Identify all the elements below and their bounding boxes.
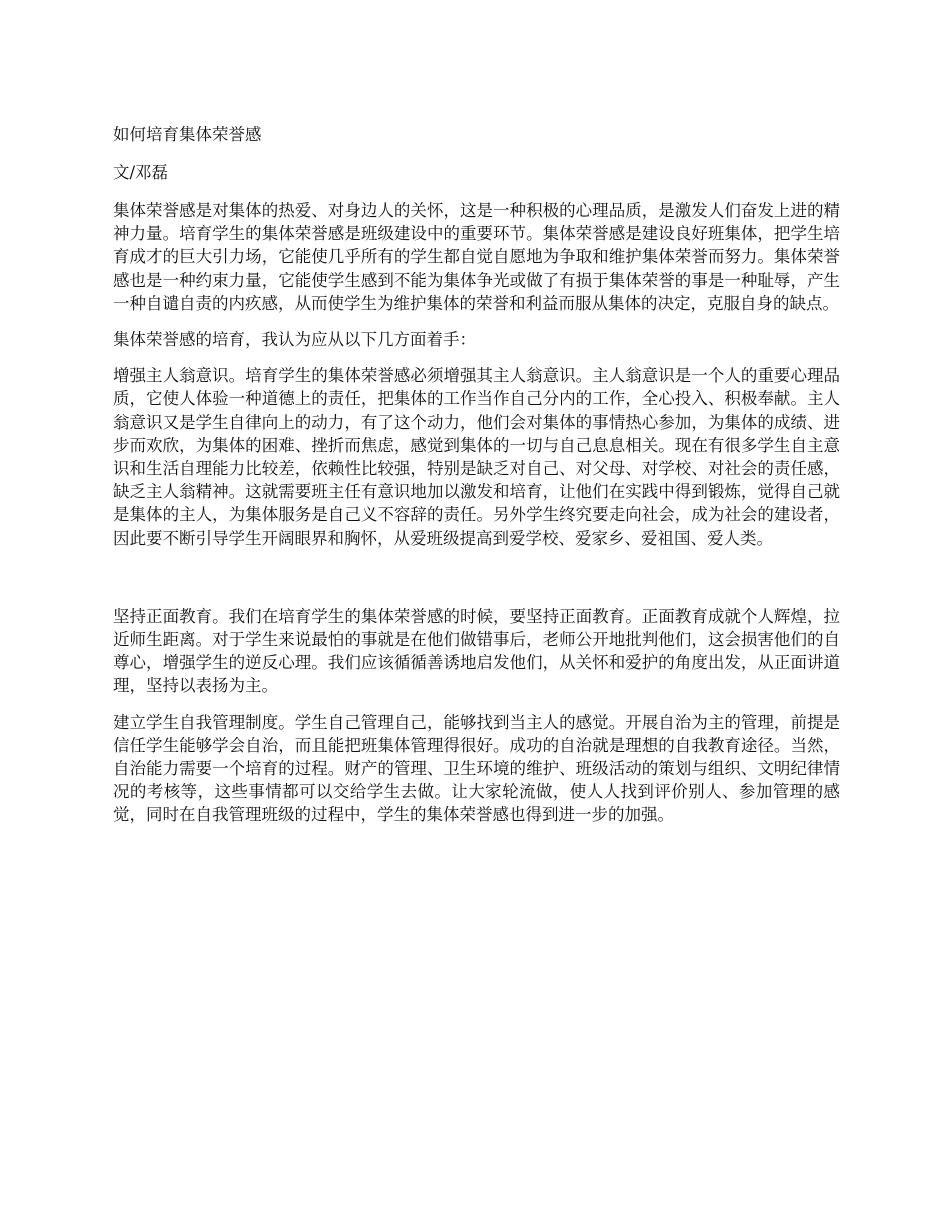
document-author: 文/邓磊 <box>113 163 169 182</box>
document-title: 如何培育集体荣誉感 <box>113 125 262 144</box>
paragraph-positive-education: 坚持正面教育。我们在培育学生的集体荣誉感的时候，要坚持正面教育。正面教育成就个人辉煌，拉近师生距离。对于学生来说最怕的事就是在他们做错事后，老师公开地批判他们，这会损害他们的自尊心，增强学生的逆反心理。我们应该循循善诱地启发他们，从关怀和爱护的角度出发，从正面讲道理，坚持以表扬为主。 <box>113 606 840 696</box>
paragraph-gap <box>113 563 840 605</box>
paragraph-self-management: 建立学生自我管理制度。学生自己管理自己，能够找到当主人的感觉。开展自治为主的管理，前提是信任学生能够学会自治，而且能把班集体管理得很好。成功的自治就是理想的自我教育途径。当然，自治能力需要一个培育的过程。财产的管理、卫生环境的维护、班级活动的策划与组织、文明纪律情况的考核等，这些事情都可以交给学生去做。让大家轮流做，使人人找到评价别人、参加管理的感觉，同时在自我管理班级的过程中，学生的集体荣誉感也得到进一步的加强。 <box>113 712 840 825</box>
paragraph-intro: 集体荣誉感是对集体的热爱、对身边人的关怀，这是一种积极的心理品质，是激发人们奋发上进的精神力量。培育学生的集体荣誉感是班级建设中的重要环节。集体荣誉感是建设良好班集体，把学生培育成才的巨大引力场，它能使几乎所有的学生都自觉自愿地为争取和维护集体荣誉而努力。集体荣誉感也是一种约束力量，它能使学生感到不能为集体争光或做了有损于集体荣誉的事是一种耻辱，产生一种自谴自责的内疚感，从而使学生为维护集体的荣誉和利益而服从集体的决定，克服自身的缺点。 <box>113 201 840 313</box>
document-page <box>113 123 840 840</box>
paragraph-approach: 集体荣誉感的培育，我认为应从以下几方面着手： <box>113 330 476 350</box>
paragraph-ownership: 增强主人翁意识。培育学生的集体荣誉感必须增强其主人翁意识。主人翁意识是一个人的重要心理品质，它使人体验一种道德上的责任，把集体的工作当作自己分内的工作，全心投入、积极奉献。主人翁意识又是学生自律向上的动力，有了这个动力，他们会对集体的事情热心参加，为集体的成绩、进步而欢欣，为集体的困难、挫折而焦虑，感觉到集体的一切与自己息息相关。现在有很多学生自主意识和生活自理能力比较差，依赖性比较强，特别是缺乏对自己、对父母、对学校、对社会的责任感，缺乏主人翁精神。这就需要班主任有意识地加以激发和培育，让他们在实践中得到锻炼，觉得自己就是集体的主人，为集体服务是自己义不容辞的责任。另外学生终究要走向社会，成为社会的建设者，因此要不断引导学生开阔眼界和胸怀，从爱班级提高到爱学校、爱家乡、爱祖国、爱人类。 <box>113 366 840 548</box>
